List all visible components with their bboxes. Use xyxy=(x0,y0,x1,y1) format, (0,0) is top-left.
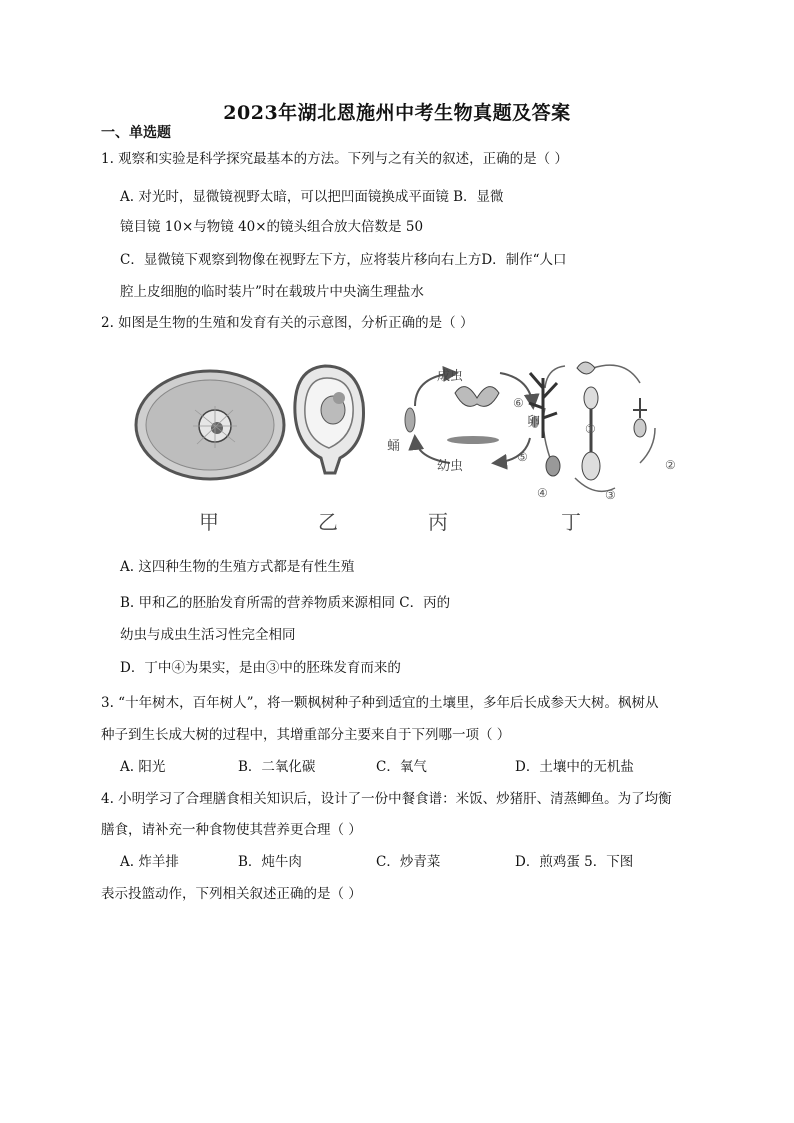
page-title: 2023年湖北恩施州中考生物真题及答案 xyxy=(223,102,571,124)
ding-number-1: ① xyxy=(585,422,596,436)
q3-option-a: A. 阳光 xyxy=(120,759,166,775)
q1-line-b: 镜目镜 10×与物镜 40×的镜头组合放大倍数是 50 xyxy=(120,219,424,235)
reproduction-figure xyxy=(125,348,685,538)
figure-yi-embryo xyxy=(295,366,364,473)
figure-label-jia: 甲 xyxy=(199,510,219,534)
figure-label-bing: 丙 xyxy=(428,510,448,534)
q2-line-c: 幼虫与成虫生活习性完全相同 xyxy=(120,627,296,643)
q3-option-b: B．二氧化碳 xyxy=(238,759,316,775)
q2-line-b: B. 甲和乙的胚胎发育所需的营养物质来源相同 C．丙的 xyxy=(120,595,451,611)
q4-stem-1: 4. 小明学习了合理膳食相关知识后，设计了一份中餐食谱：米饭、炒猪肝、清蒸鲫鱼。为了均衡 xyxy=(101,791,672,807)
q5-stem: 表示投篮动作，下列相关叙述正确的是（ ） xyxy=(101,886,362,902)
q4-option-a: A. 炸羊排 xyxy=(120,854,179,870)
q1-line-a: A. 对光时，显微镜视野太暗，可以把凹面镜换成平面镜 B．显微 xyxy=(120,189,504,205)
ding-number-2: ② xyxy=(665,458,676,472)
ding-number-5: ⑤ xyxy=(517,450,528,464)
section-heading: 一、单选题 xyxy=(101,125,171,141)
q4-option-b: B．炖牛肉 xyxy=(238,854,302,870)
q4-option-d: D．煎鸡蛋 5．下图 xyxy=(515,854,634,870)
q2-line-d: D．丁中④为果实，是由③中的胚珠发育而来的 xyxy=(120,660,401,676)
q4-stem-2: 膳食，请补充一种食物使其营养更合理（ ） xyxy=(101,822,362,838)
q3-option-c: C．氧气 xyxy=(376,759,427,775)
q1-stem: 1. 观察和实验是科学探究最基本的方法。下列与之有关的叙述，正确的是（ ） xyxy=(101,151,568,167)
q1-line-d: 腔上皮细胞的临时装片”时在载玻片中央滴生理盐水 xyxy=(120,284,424,300)
q4-option-c: C．炒青菜 xyxy=(376,854,441,870)
figure-label-yi: 乙 xyxy=(318,510,338,534)
ding-number-6: ⑥ xyxy=(513,396,524,410)
q1-line-c: C．显微镜下观察到物像在视野左下方，应将装片移向右上方D．制作“人口 xyxy=(120,252,567,268)
ding-number-4: ④ xyxy=(537,486,548,500)
q3-option-d: D．土壤中的无机盐 xyxy=(515,759,634,775)
q2-line-a: A. 这四种生物的生殖方式都是有性生殖 xyxy=(120,559,355,575)
ding-number-3: ③ xyxy=(605,488,616,502)
bing-stage-pupa: 蛹 xyxy=(387,439,401,454)
figure-jia-egg xyxy=(136,371,284,479)
q2-stem: 2. 如图是生物的生殖和发育有关的示意图，分析正确的是（ ） xyxy=(101,315,474,331)
bing-stage-egg: 卵 xyxy=(527,415,541,430)
figure-label-ding: 丁 xyxy=(561,510,581,534)
q3-stem-2: 种子到生长成大树的过程中，其增重部分主要来自于下列哪一项（ ） xyxy=(101,727,511,743)
q3-stem-1: 3. “十年树木，百年树人”，将一颗枫树种子种到适宜的土壤里，多年后长成参天大树。枫树从 xyxy=(101,695,659,711)
bing-stage-larva: 幼虫 xyxy=(437,459,464,474)
bing-stage-adult: 成虫 xyxy=(437,369,464,384)
